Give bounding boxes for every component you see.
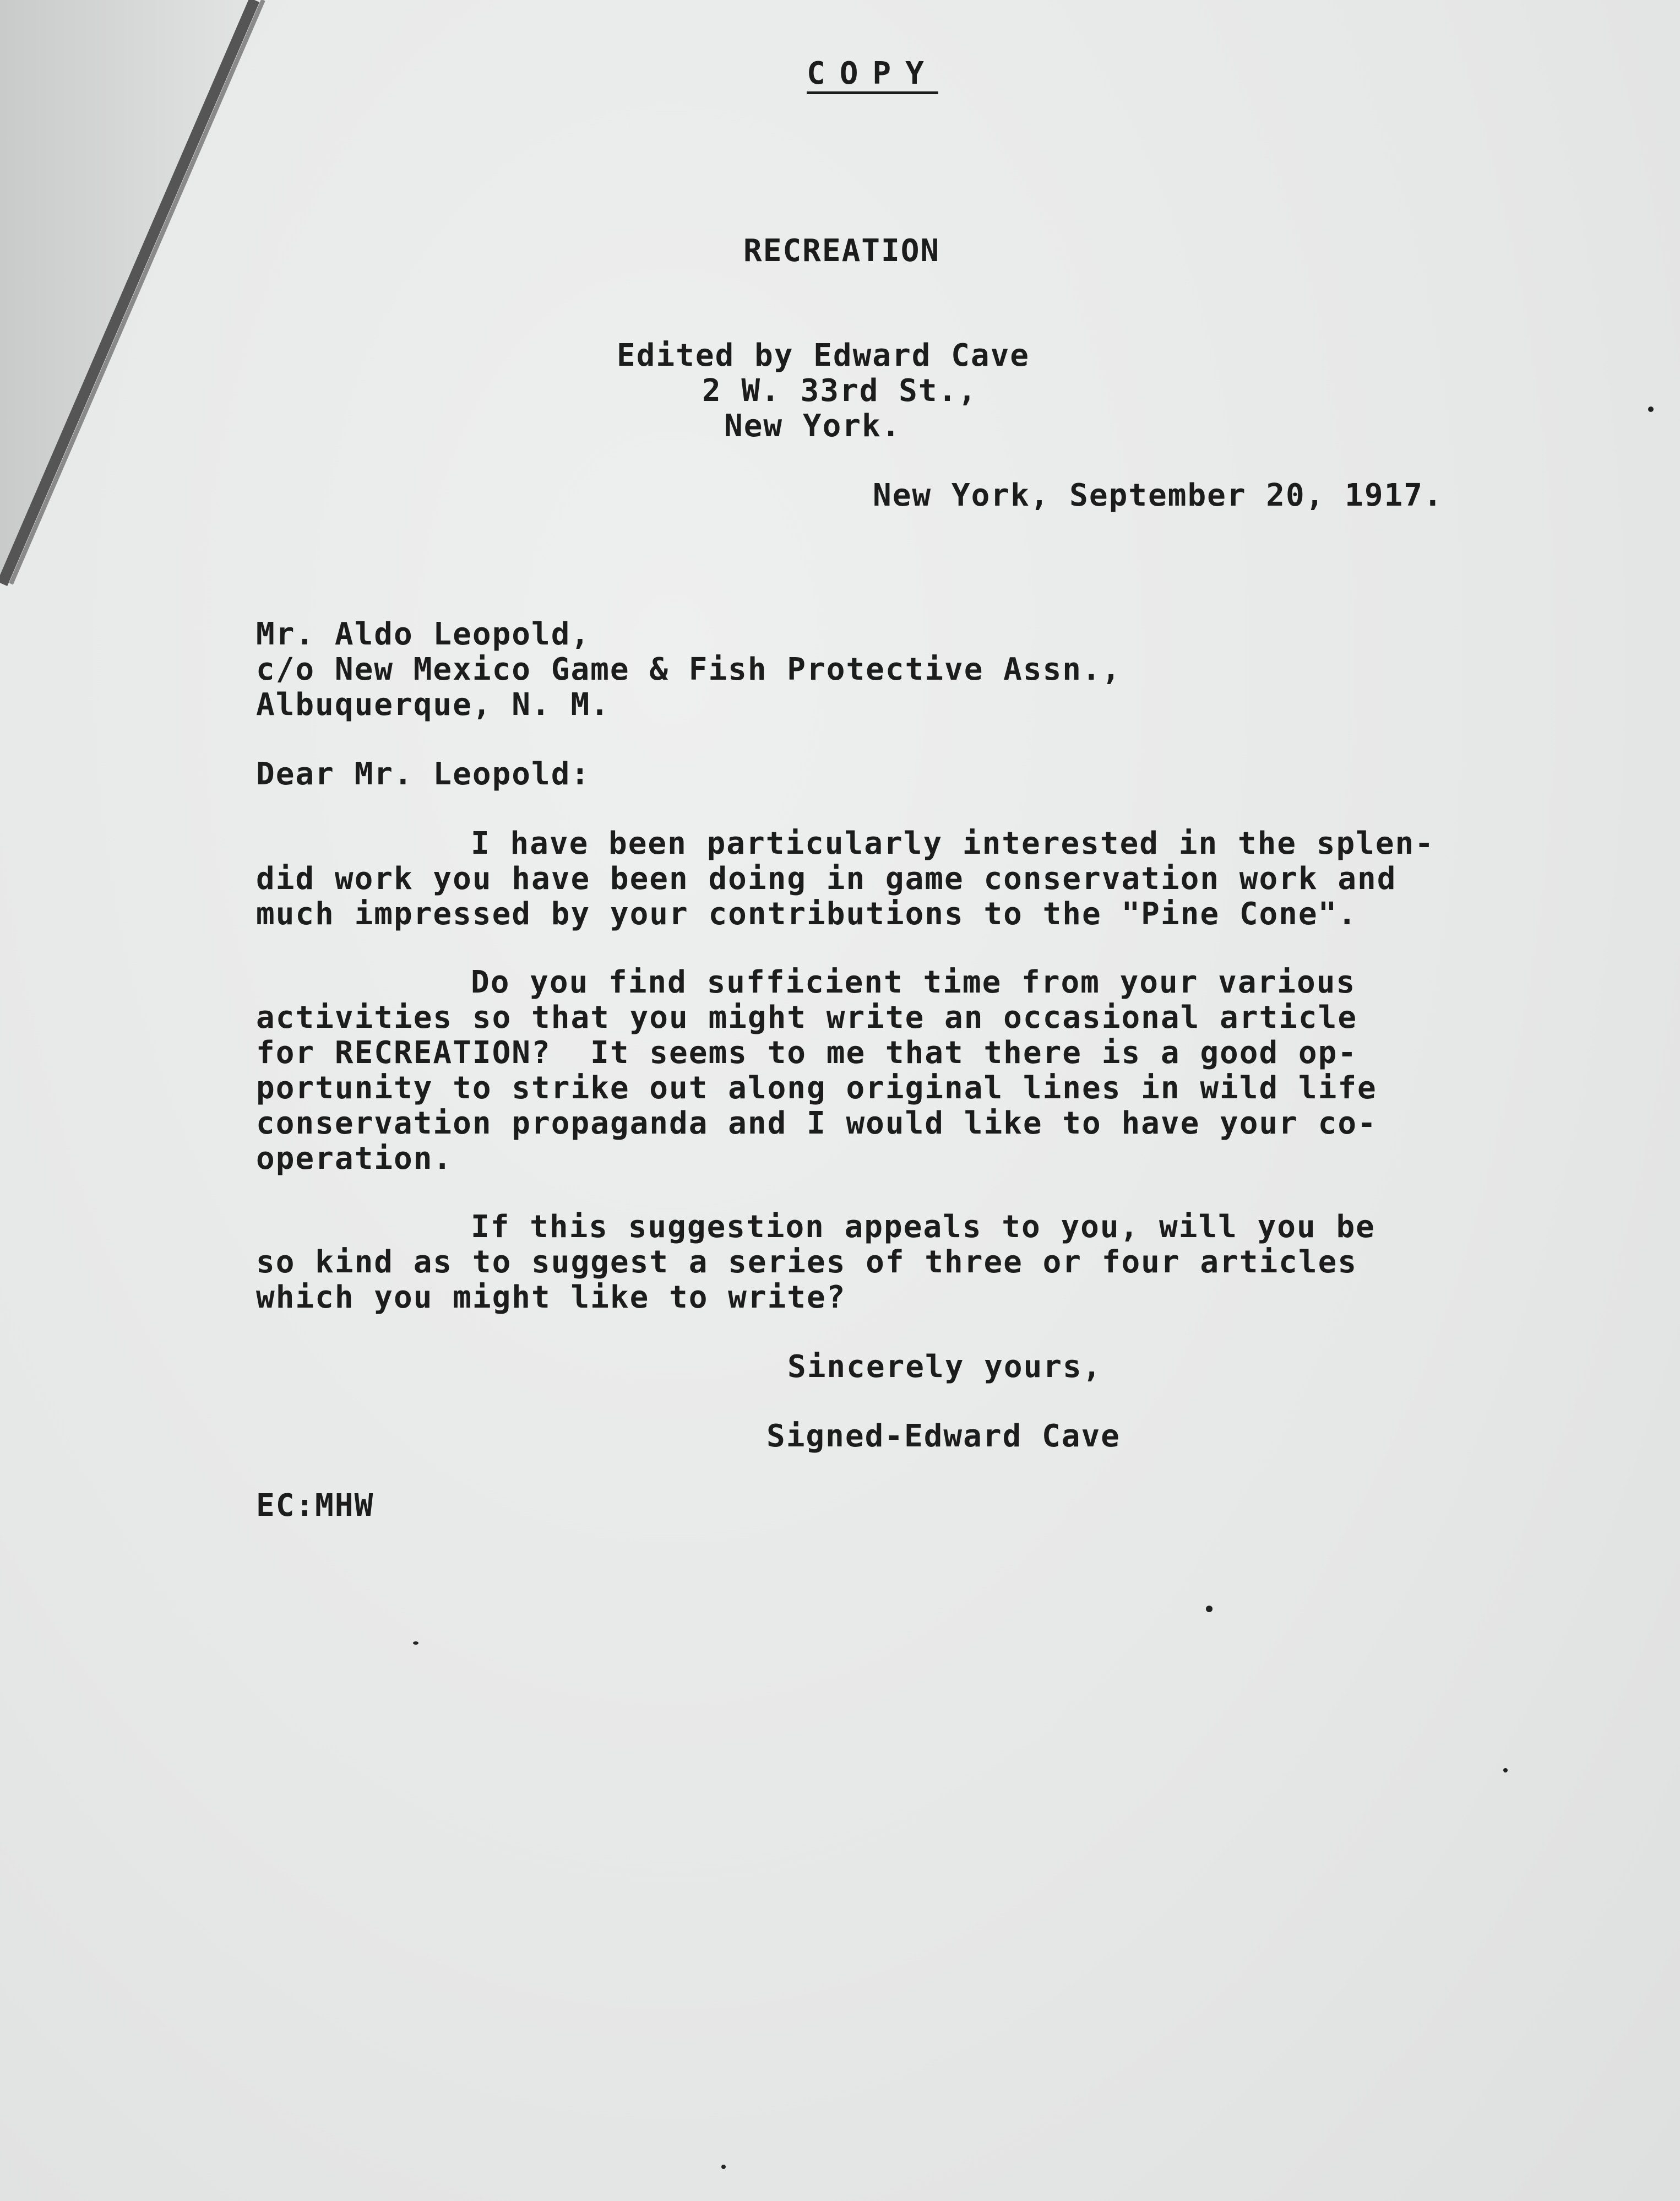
address-city: New York.	[724, 408, 901, 444]
recipient-organization: c/o New Mexico Game & Fish Protective Assn.,	[256, 652, 1122, 687]
body-paragraph-2-line-5: conservation propaganda and I would like to have your co-	[256, 1105, 1377, 1141]
body-paragraph-1-line-1: I have been particularly interested in the splen-	[471, 826, 1435, 861]
paper-speck	[1648, 406, 1654, 412]
salutation: Dear Mr. Leopold:	[256, 756, 591, 792]
body-paragraph-1-line-3: much impressed by your contributions to the "Pine Cone".	[256, 896, 1358, 932]
body-paragraph-2-line-2: activities so that you might write an occasional article	[256, 1000, 1358, 1036]
body-paragraph-2-line-1: Do you find sufficient time from your various	[471, 964, 1356, 1000]
paper-speck	[1206, 1606, 1213, 1612]
body-paragraph-1-line-2: did work you have been doing in game conservation work and	[256, 861, 1397, 897]
signature: Signed-Edward Cave	[766, 1418, 1121, 1454]
paper-speck	[413, 1641, 418, 1645]
body-paragraph-3-line-3: which you might like to write?	[256, 1280, 846, 1315]
closing: Sincerely yours,	[787, 1349, 1102, 1385]
body-paragraph-2-line-4: portunity to strike out along original lines in wild life	[256, 1070, 1377, 1106]
address-street: 2 W. 33rd St.,	[702, 373, 978, 409]
copy-label: COPY	[807, 56, 938, 91]
date-line: New York, September 20, 1917.	[873, 478, 1443, 513]
paper-speck	[721, 2165, 726, 2169]
body-paragraph-3-line-2: so kind as to suggest a series of three or four articles	[256, 1244, 1358, 1280]
recipient-city: Albuquerque, N. M.	[256, 687, 610, 723]
publication-title: RECREATION	[743, 233, 940, 269]
recipient-name: Mr. Aldo Leopold,	[256, 616, 591, 652]
typist-initials: EC:MHW	[256, 1488, 374, 1524]
edited-by-line: Edited by Edward Cave	[617, 338, 1030, 373]
body-paragraph-2-line-3: for RECREATION? It seems to me that there is a good op-	[256, 1035, 1358, 1071]
body-paragraph-2-line-6: operation.	[256, 1141, 453, 1177]
body-paragraph-3-line-1: If this suggestion appeals to you, will you be	[471, 1209, 1375, 1245]
paper-speck	[1503, 1768, 1508, 1772]
